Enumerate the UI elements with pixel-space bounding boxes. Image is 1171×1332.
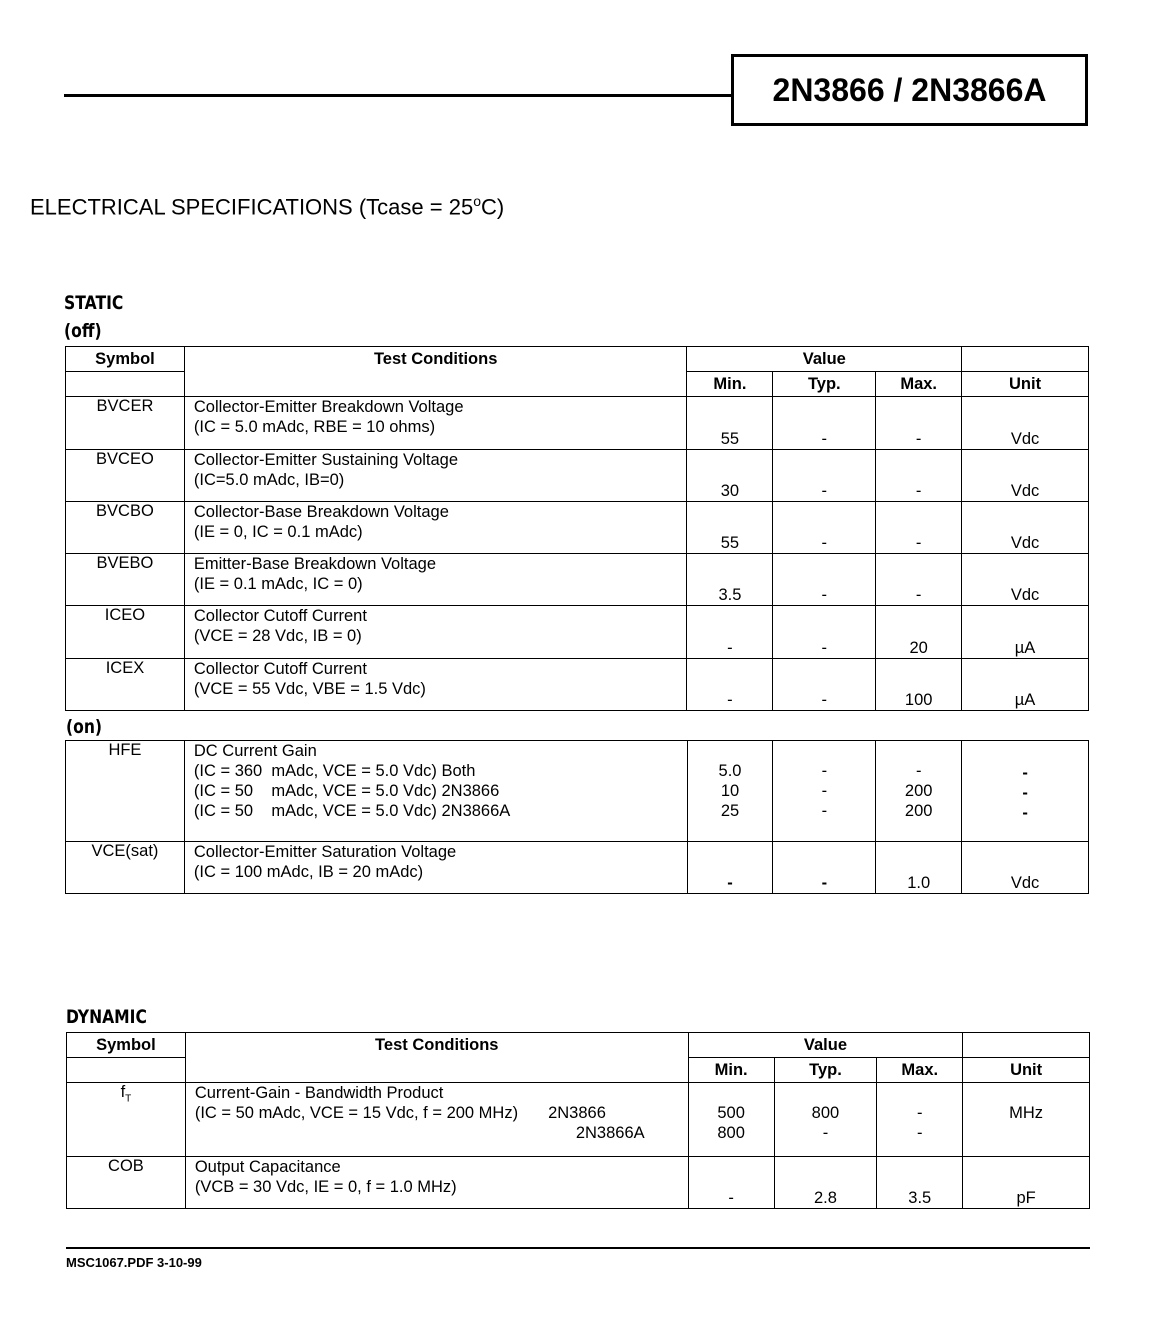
col-value: Value [688,1033,963,1058]
table-row: HFE DC Current Gain (IC = 360 mAdc, VCE = 5.0 Vdc) Both (IC = 50 mAdc, VCE = 5.0 Vdc) 2N3866 (IC = 50 mAdc, VCE = 5.0 Vdc) 2N3866A 5.0 10 25 - - - - 200 200 - - - [66,741,1089,842]
footer-doc-id: MSC1067.PDF 3-10-99 [66,1255,202,1270]
dynamic-table [66,1032,1090,1209]
col-typ: Typ. [774,1058,877,1083]
static-off-table [65,346,1089,711]
col-unit: Unit [963,1058,1090,1083]
table-row: BVCER Collector-Emitter Breakdown Voltage (IC = 5.0 mAdc, RBE = 10 ohms) 55 - - Vdc [66,397,1089,450]
table-row: BVCBO Collector-Base Breakdown Voltage (IE = 0, IC = 0.1 mAdc) 55 - - Vdc [66,502,1089,554]
static-heading: STATIC [64,292,124,314]
table-row: BVCEO Collector-Emitter Sustaining Voltage (IC=5.0 mAdc, IB=0) 30 - - Vdc [66,450,1089,502]
table-row: $f_T$ Current-Gain - Bandwidth Product (IC = 50 mAdc, VCE = 15 Vdc, f = 200 MHz) 2N3866 2N3866A 500 800 800 - - - MHz [67,1083,1090,1157]
off-label: (off) [64,320,102,342]
part-number-title: 2N3866 / 2N3866A [731,54,1088,126]
footer-rule [66,1247,1090,1249]
col-min: Min. [688,1058,774,1083]
on-label: (on) [66,716,103,738]
col-min: Min. [687,372,773,397]
header-rule [64,94,734,97]
table-row: COB Output Capacitance (VCB = 30 Vdc, IE = 0, f = 1.0 MHz) - 2.8 3.5 pF [67,1157,1090,1209]
col-unit: Unit [962,372,1089,397]
electrical-specs-title: ELECTRICAL SPECIFICATIONS (Tcase = $25^oC$) [30,193,505,220]
static-on-table [65,740,1089,894]
col-max: Max. [877,1058,963,1083]
table-row: ICEO Collector Cutoff Current (VCE = 28 Vdc, IB = 0) - - 20 µA [66,606,1089,659]
col-typ: Typ. [773,372,876,397]
col-value: Value [687,347,962,372]
col-symbol: Symbol [67,1033,186,1058]
table-row: VCE(sat) Collector-Emitter Saturation Voltage (IC = 100 mAdc, IB = 20 mAdc) - - 1.0 Vdc [66,842,1089,894]
dynamic-heading: DYNAMIC [66,1006,147,1028]
col-symbol: Symbol [66,347,185,372]
table-row: ICEX Collector Cutoff Current (VCE = 55 Vdc, VBE = 1.5 Vdc) - - 100 µA [66,659,1089,711]
table-row: BVEBO Emitter-Base Breakdown Voltage (IE = 0.1 mAdc, IC = 0) 3.5 - - Vdc [66,554,1089,606]
col-max: Max. [876,372,962,397]
col-test-conditions: Test Conditions [184,347,687,397]
col-test-conditions: Test Conditions [185,1033,688,1083]
